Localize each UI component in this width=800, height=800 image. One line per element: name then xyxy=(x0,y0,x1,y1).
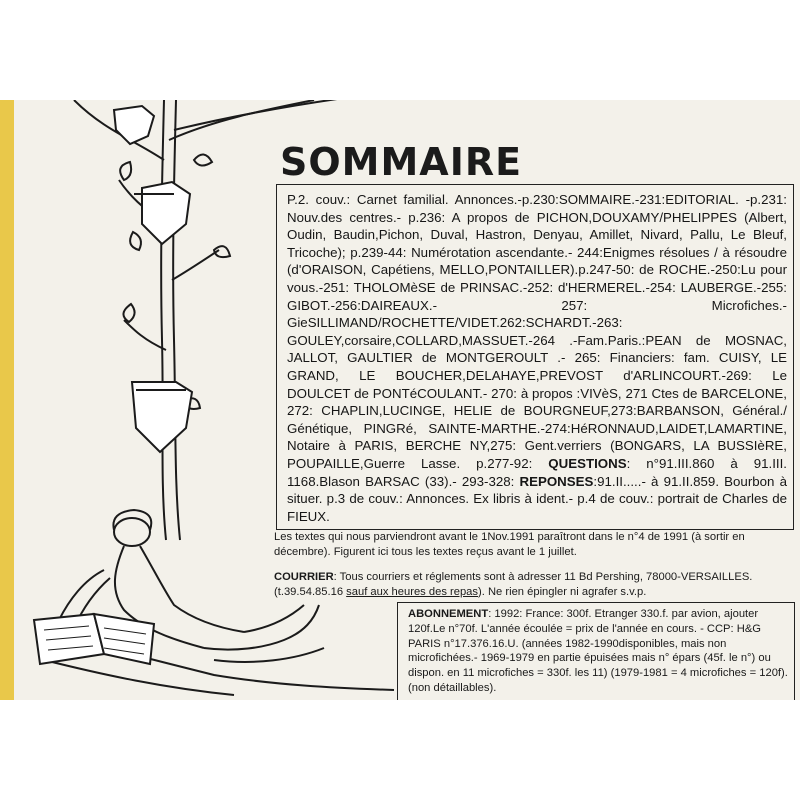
subscription-text: : 1992: France: 300f. Etranger 330.f. par avion, ajouter 120f.Le n°70f. L'année écoulée = prix de l'année en cours. - CCP: H&G PARIS n°17.376.16.U. (années 1982-1990disponibles, mais non microfichées.- 1969-1979 en partie épuisées mais n° épars (45f. le n°) ou dispon. en 11 microfiches = 330f. les 11) (1979-1981 = 4 microfiches = 120f).(non détaillables). xyxy=(408,608,788,694)
courier-label: COURRIER xyxy=(274,571,334,583)
questions-label: QUESTIONS xyxy=(548,455,627,471)
courier-underlined: sauf aux heures des repas xyxy=(346,586,479,598)
summary-text-2: : n°91.III.860 à 91.III. 1168.Blason BARSAC (33).- 293-328: xyxy=(287,455,787,489)
page-title: SOMMAIRE xyxy=(280,140,523,184)
summary-text-1: P.2. couv.: Carnet familial. Annonces.-p.230:SOMMAIRE.-231:EDITORIAL. -p.231: Nouv.des centres.- p.236: A propos de PICHON,DOUXAMY/PHELIPPES (Albert, Oudin, Baudin,Pichon, Duval, Hastron, Denyau, Amillet, Nivard, Pallu, Le Bleuf, Tricoche); p.239-44: Numérotation ascendante.- 244:Enigmes résolues / à résoudre (d'ORAISON, Capétiens, MELLO,PONTAILLER).p.247-50: de ROCHE.-250:Lu pour vous.-251: THOLOMèSE de PRINSAC.-252: d'HERMEREL.-254: LAUBERGE.-255: GIBOT.-256:DAIREAUX.- 257: Microfiches.-GieSILLIMAND/ROCHETTE/VIDET.262:SCHARDT.-263: GOULEY,corsaire,COLLARD,MASSUET.-264 .-Fam.Paris.:PEAN de MOSNAC, JALLOT, GAULTIER de MONTGEROULT .- 265: Financiers: fam. CUISY, LE GRAND, LE BOUCHER,DELAHAYE,PREVOST d'ARLINCOURT.-269: Le DOULCET de PONTéCOULANT.- 270: à propos :VIVèS, 271 Ctes de BARCELONE, 272: CHAPLIN,LUCINGE, HELIE de BOURGNEUF,273:BARBANSON, Général./ Génétique, PINGRé, SAINTE-MARTHE.-274:HéRONNAUD,LAIDET,LAMARTINE, Notaire à PARIS, BERCHE NY,275: Gent.verriers (BONGARS, LA BUSSIèRE, POUPAILLE,Guerre Lasse. p.277-92: xyxy=(287,192,787,471)
subscription-label: ABONNEMENT xyxy=(408,608,489,620)
contents-box xyxy=(276,184,794,530)
courier-text-2: ). Ne rien épingler ni agrafer s.v.p. xyxy=(478,586,647,598)
summary-text-3: :91.II.....- à 91.II.859. Bourbon à situer. p.3 de couv.: Annonces. Ex libris à ident.- p.4 de couv.: portrait de Charles de FIEUX. xyxy=(287,473,787,524)
subscription-box xyxy=(397,602,795,700)
magazine-page xyxy=(14,100,800,700)
courier-text-1: : Tous courriers et réglements sont à adresser 11 Bd Pershing, 78000-VERSAILLES. (t.39.54.85.16 xyxy=(274,571,753,598)
courier-paragraph xyxy=(274,570,774,600)
reponses-label: REPONSES xyxy=(519,473,594,489)
deadline-notice: Les textes qui nous parviendront avant le 1Nov.1991 paraîtront dans le n°4 de 1991 (à sortir en décembre). Figurent ici tous les textes reçus avant le 1 juillet. xyxy=(274,531,745,558)
yellow-page-edge xyxy=(0,100,14,700)
